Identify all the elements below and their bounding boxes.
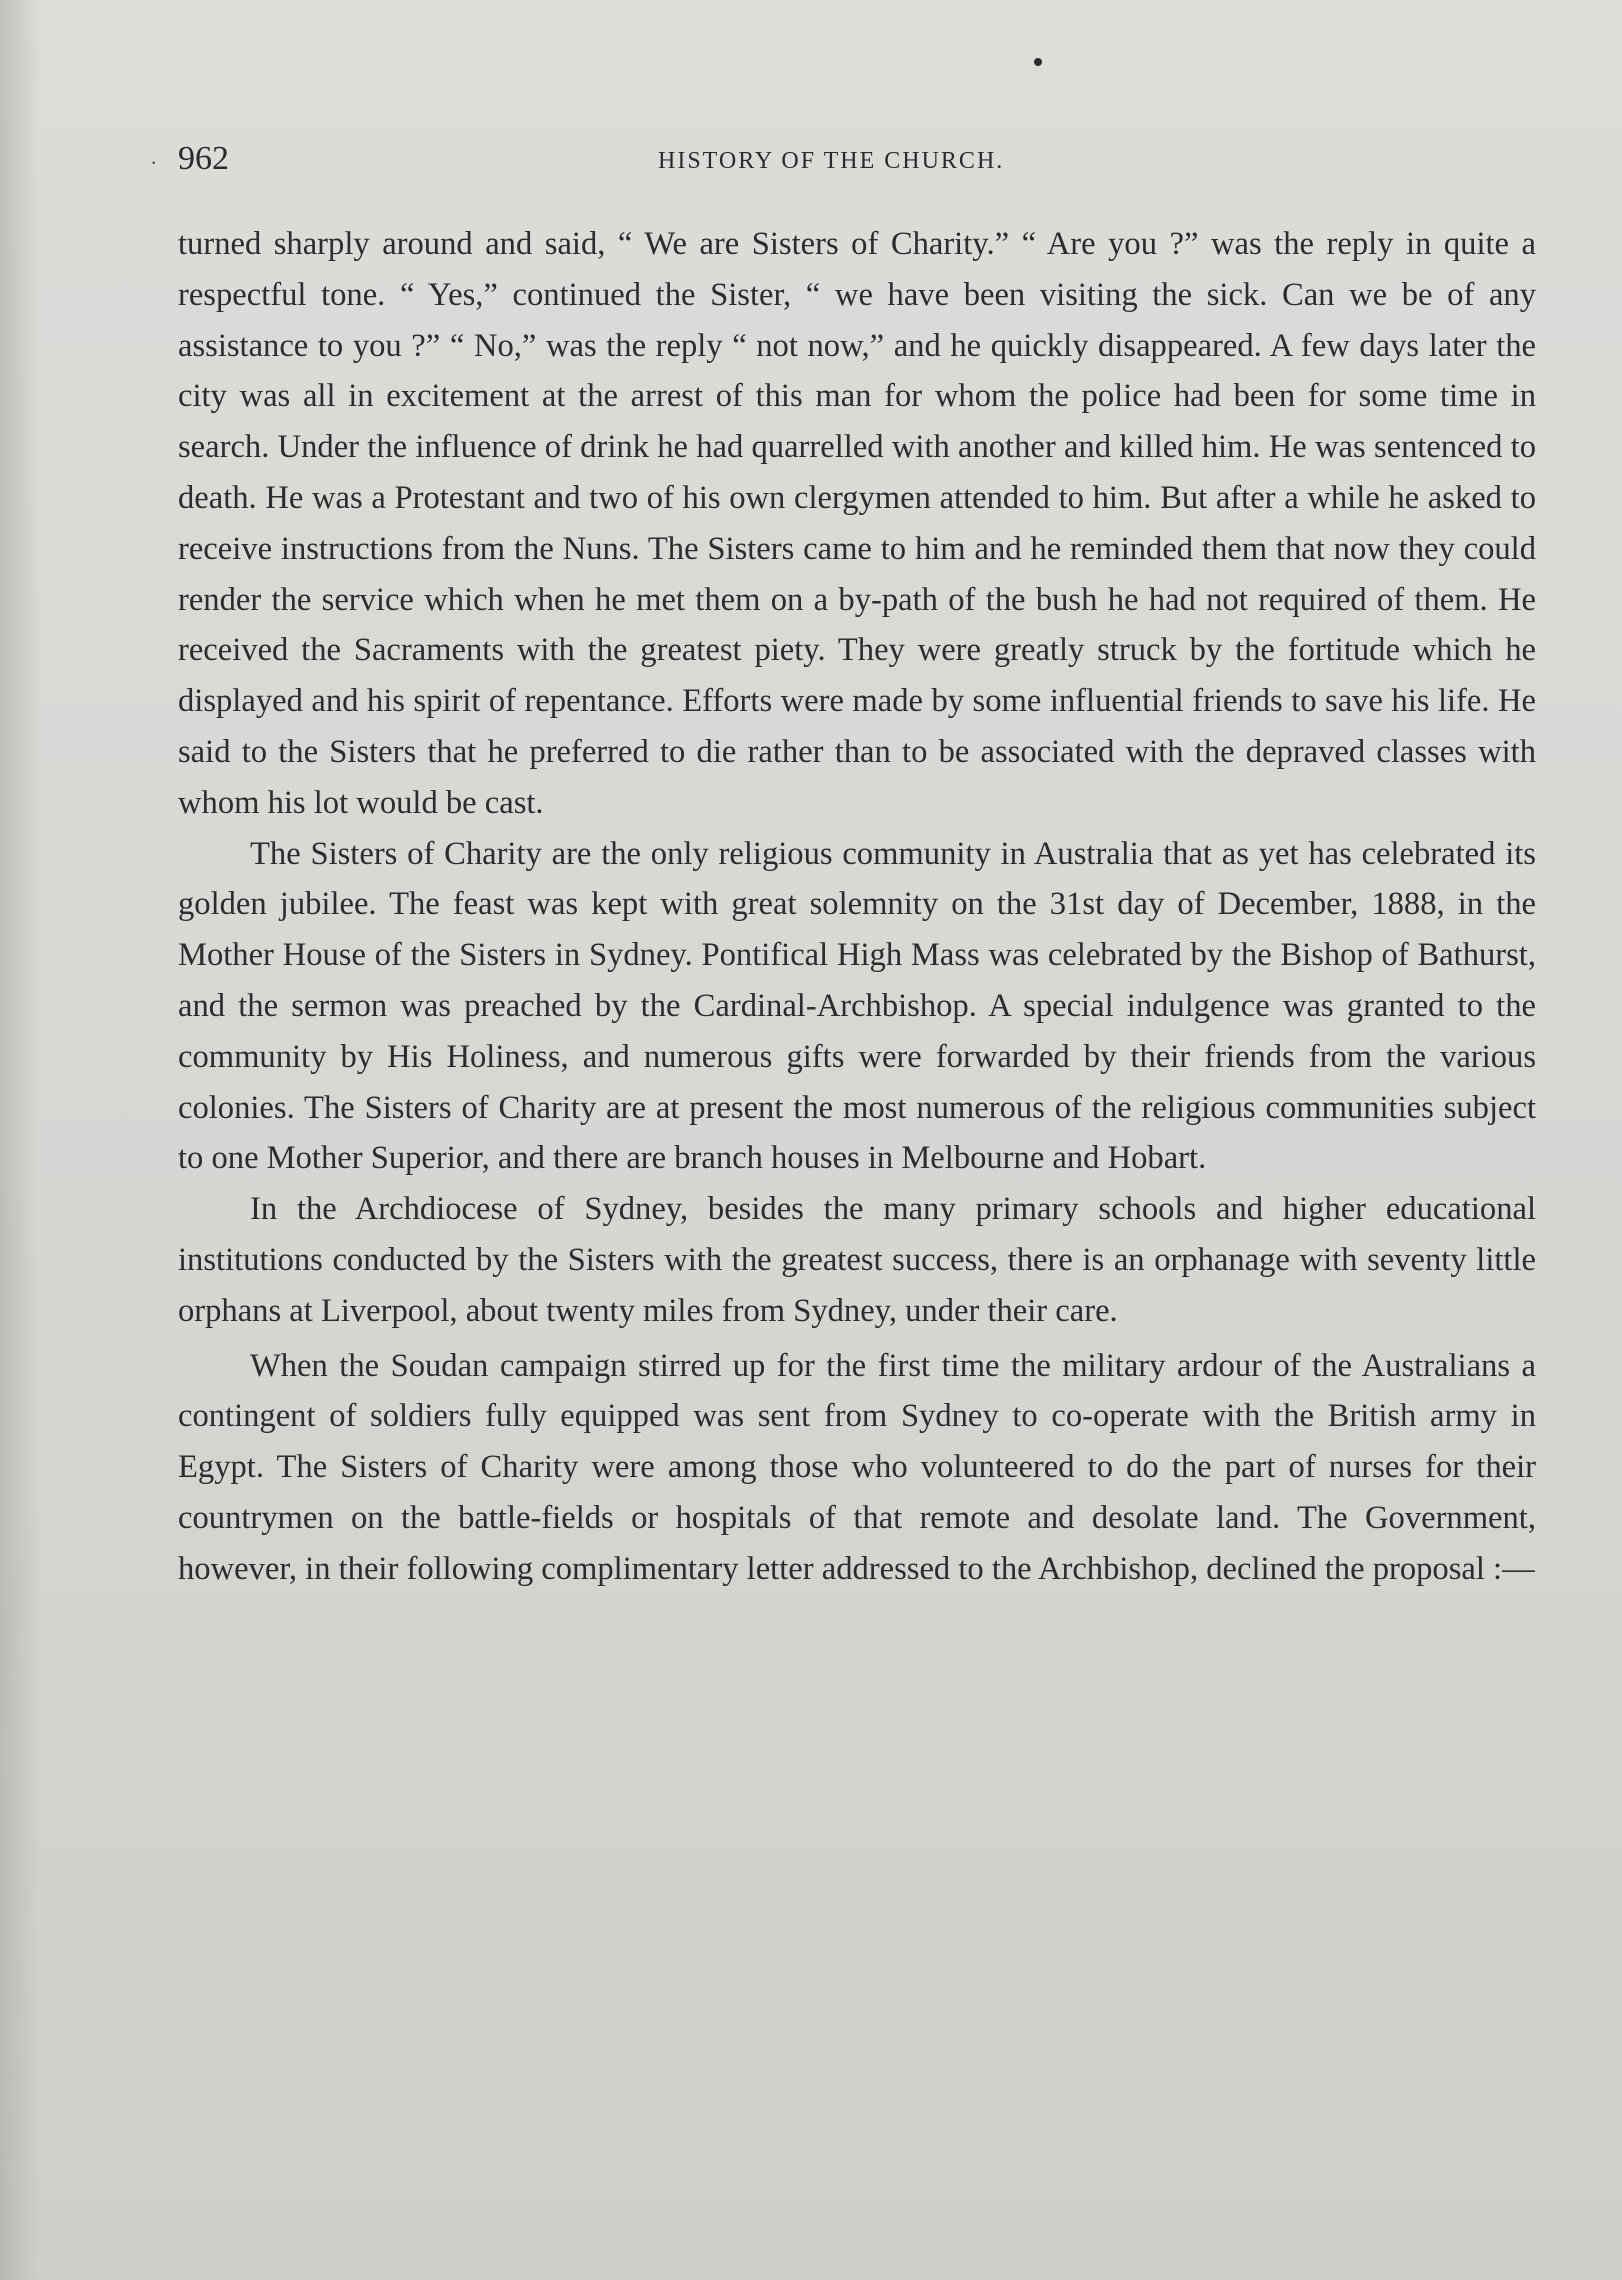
paragraph-4: When the Soudan campaign stirred up for the first time the military ardour of the Australians a contingent of soldiers fully equipped was sent from Sydney to co-operate with the British army in Egypt. The Sisters of Charity were among those who volunteered to do the part of nurses for their countrymen on the battle-fields or hospitals of that remote and desolate land. The Government, however, in their following complimentary letter addressed to the Archbishop, declined the proposal :— [178,1347,1536,1587]
paragraph-1: turned sharply around and said, “ We are Sisters of Charity.” “ Are you ?” was the reply in quite a respectful tone. “ Yes,” continued the Sister, “ we have been visiting the sick. Can we be of any assistance to you ?” “ No,” was the reply “ not now,” and he quickly disappeared. A few days later the city was all in excitement at the arrest of this man for whom the police had been for some time in search. Under the influence of drink he had quarrelled with another and killed him. He was sentenced to death. He was a Protestant and two of his own clergymen attended to him. But after a while he asked to receive instructions from the Nuns. The Sisters came to him and he reminded them that now they could render the service which when he met them on a by-path of the bush he had not required of them. He received the Sacraments with the greatest piety. They were greatly struck by the fortitude which he displayed and his spirit of repentance. Efforts were made by some influential friends to save his life. He said to the Sisters that he preferred to die rather than to be associated with the depraved classes with whom his lot would be cast. [178,226,1536,821]
page-edge-shadow [0,0,40,2280]
body-text [178,219,1536,1595]
page-number: 962 [178,140,229,177]
paragraph-3: In the Archdiocese of Sydney, besides the many primary schools and higher educational institutions conducted by the Sisters with the greatest success, there is an orphanage with seventy little orphans at Liverpool, about twenty miles from Sydney, under their care. [178,1191,1536,1329]
header-bullet: · [150,150,158,175]
running-head: HISTORY OF THE CHURCH. [658,148,1005,174]
ink-speck [1034,58,1042,66]
page-header [148,140,1538,190]
paragraph-2: The Sisters of Charity are the only religious community in Australia that as yet has celebrated its golden jubilee. The feast was kept with great solemnity on the 31st day of December, 1888, in the Mother House of the Sisters in Sydney. Pontifical High Mass was celebrated by the Bishop of Bathurst, and the sermon was preached by the Cardinal-Archbishop. A special indulgence was granted to the community by His Holiness, and numerous gifts were forwarded by their friends from the various colonies. The Sisters of Charity are at present the most numerous of the religious communities subject to one Mother Superior, and there are branch houses in Melbourne and Hobart. [178,835,1536,1177]
